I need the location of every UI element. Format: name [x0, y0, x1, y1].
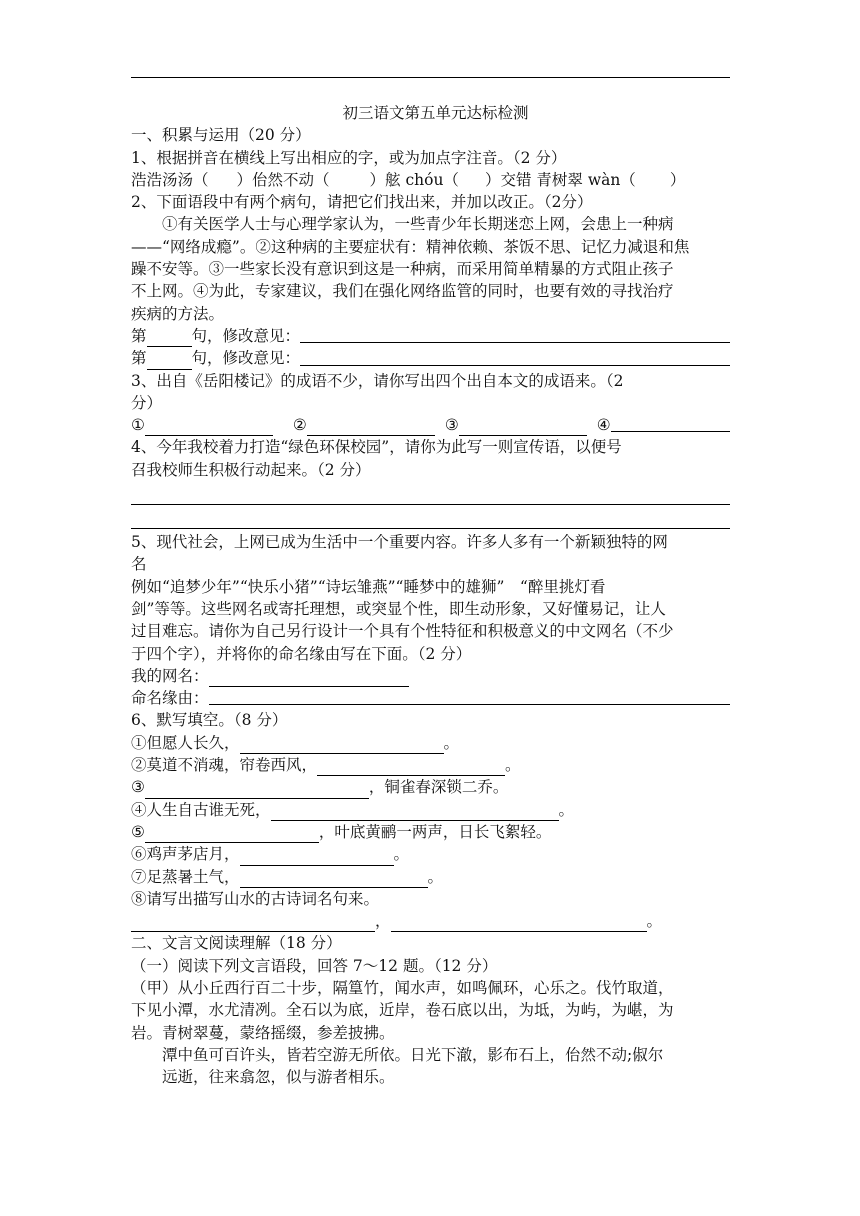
punctuation: 。: [393, 845, 410, 864]
recite-line-3: [131, 776, 730, 798]
q3-mark: ③: [444, 416, 459, 435]
q2-passage-line: 躁不安等。③一些家长没有意识到这是一种病，而采用简单精暴的方式阻止孩子: [131, 260, 674, 279]
part-1-heading: （一）阅读下列文言语段，回答 7～12 题。（12 分）: [131, 956, 498, 975]
recite-line-1: [131, 732, 730, 754]
q2-answer-row-1: [131, 325, 730, 347]
sentence-number-blank[interactable]: [147, 331, 192, 347]
recite-prompt: ⑦足蒸暑土气，: [131, 867, 240, 886]
idiom-blank[interactable]: [611, 431, 730, 432]
question-4-stem: 4、今年我校着力打造“绿色环保校园”，请你为此写一则宣传语，以便号: [131, 438, 622, 457]
q2-answer-mid: 句，修改意见：: [191, 326, 301, 345]
punctuation: 。: [558, 800, 575, 819]
q2-passage-line: 疾病的方法。: [131, 304, 225, 323]
q2-answer-prefix: 第: [131, 326, 147, 345]
question-1-stem: 1、根据拼音在横线上写出相应的字，或为加点字注音。（2 分）: [131, 148, 567, 167]
reason-row: [131, 687, 730, 709]
recite-prompt: ②莫道不消魂，帘卷西风，: [131, 756, 318, 775]
net-name-blank[interactable]: [209, 671, 409, 687]
classical-text-line: 潭中鱼可百许头，皆若空游无所依。日光下澈，影布石上，佁然不动;俶尔: [162, 1045, 664, 1064]
question-3-stem: 3、出自《岳阳楼记》的成语不少，请你写出四个出自本文的成语来。（2: [131, 371, 624, 390]
header-rule: [131, 77, 730, 78]
recite-prompt: ，叶底黄鹂一两声，日长飞絮轻。: [318, 822, 552, 841]
recite-line-7: [131, 866, 730, 888]
classical-text-line: （甲）从小丘西行百二十步，隔篁竹，闻水声，如鸣佩环，心乐之。伐竹取道，: [131, 978, 674, 997]
punctuation: ，: [375, 912, 391, 931]
classical-text-line: 远逝，往来翕忽，似与游者相乐。: [162, 1068, 395, 1087]
q1-item: 青树翠 wàn（: [536, 170, 636, 189]
punctuation: 。: [505, 756, 521, 775]
q1-item: 浩浩汤汤（: [131, 170, 209, 189]
recite-mark: ⑤: [131, 822, 145, 841]
punctuation: 。: [443, 733, 460, 752]
net-name-label: 我的网名：: [131, 666, 209, 685]
idiom-blank[interactable]: [307, 420, 435, 436]
recite-blank[interactable]: [240, 872, 428, 888]
slogan-answer-line[interactable]: [131, 505, 730, 529]
recite-blank[interactable]: [317, 760, 505, 776]
revision-blank[interactable]: [300, 365, 730, 366]
recite-line-8: ⑧请写出描写山水的古诗词名句来。: [131, 889, 380, 908]
punctuation: 。: [646, 912, 663, 931]
recite-line-5: [131, 821, 730, 843]
question-5-line: 于四个字），并将你的命名缘由写在下面。（2 分）: [131, 644, 472, 663]
question-4-stem-cont: 召我校师生积极行动起来。（2 分）: [131, 460, 371, 479]
recite-prompt: ⑥鸡声茅店月，: [131, 845, 240, 864]
recite-line-4: [131, 799, 730, 821]
q2-answer-mid: 句，修改意见：: [191, 349, 301, 368]
net-name-row: [131, 665, 730, 687]
recite-prompt: ，铜雀春深锁二乔。: [368, 778, 509, 797]
q2-answer-prefix: 第: [131, 349, 147, 368]
recite-blank[interactable]: [145, 827, 319, 843]
exam-content: [131, 102, 730, 1088]
q2-passage-line: 不上网。④为此，专家建议，我们在强化网络监管的同时，也要有效的寻找治疗: [131, 282, 674, 301]
punctuation: 。: [427, 867, 444, 886]
idiom-blank[interactable]: [459, 420, 587, 436]
sentence-number-blank[interactable]: [147, 354, 192, 370]
idiom-blank[interactable]: [145, 420, 273, 436]
recite-line-2: [131, 754, 730, 776]
q2-passage-line: ——“网络成瘾”。②这种病的主要症状有：精神依赖、茶饭不思、记忆力减退和焦: [131, 237, 690, 256]
recite-blank[interactable]: [131, 916, 375, 932]
recite-blank[interactable]: [240, 850, 394, 866]
recite-blank[interactable]: [145, 783, 369, 799]
q1-item: ）交错: [484, 170, 532, 189]
recite-prompt: ④人生自古谁无死，: [131, 800, 271, 819]
revision-blank[interactable]: [300, 342, 730, 343]
question-2-stem: 2、下面语段中有两个病句，请把它们找出来，并加以改正。（2分）: [131, 193, 593, 212]
question-1-items: [131, 169, 730, 191]
q3-answer-row: [131, 414, 730, 436]
slogan-answer-line[interactable]: [131, 481, 730, 505]
recite-blank[interactable]: [240, 738, 444, 754]
question-5-line: 名: [131, 555, 147, 574]
q1-item: ）舷 chóu（: [369, 170, 459, 189]
recite-mark: ③: [131, 778, 145, 797]
page-title: 初三语文第五单元达标检测: [342, 104, 529, 122]
section-heading-1: 一、积累与运用（20 分）: [131, 126, 311, 145]
q1-item: ）: [669, 170, 686, 189]
section-heading-2: 二、文言文阅读理解（18 分）: [131, 934, 342, 953]
recite-blank[interactable]: [391, 916, 647, 932]
classical-text-line: 岩。青树翠蔓，蒙络摇缀，参差披拂。: [131, 1023, 395, 1042]
question-3-stem-cont: 分）: [131, 393, 163, 412]
question-6-stem: 6、默写填空。（8 分）: [131, 711, 288, 730]
q1-item: ）佁然不动（: [236, 170, 330, 189]
question-5-line: 过目难忘。请你为自己另行设计一个具有个性特征和积极意义的中文网名（不少: [131, 622, 674, 641]
reason-label: 命名缘由：: [131, 689, 209, 708]
q3-mark: ④: [596, 416, 611, 435]
q2-passage-line: ①有关医学人士与心理学家认为，一些青少年长期迷恋上网，会患上一种病: [162, 215, 674, 234]
q3-mark: ①: [131, 416, 145, 435]
recite-blank[interactable]: [271, 805, 559, 821]
recite-prompt: ①但愿人长久，: [131, 733, 240, 752]
recite-line-8-answer: [131, 910, 730, 932]
question-5-line: 例如“追梦少年”“快乐小猪”“诗坛雏燕”“睡梦中的雄狮” “醉里挑灯看: [131, 577, 606, 596]
question-5-line: 5、现代社会，上网已成为生活中一个重要内容。许多人多有一个新颖独特的网: [131, 533, 668, 552]
reason-blank[interactable]: [209, 704, 730, 705]
recite-line-6: [131, 843, 730, 865]
question-5-line: 剑”等等。这些网名或寄托理想，或突显个性，即生动形象，又好懂易记，让人: [131, 599, 666, 618]
classical-text-line: 下见小潭，水尤清冽。全石以为底，近岸，卷石底以出，为坻，为屿，为嵁，为: [131, 1001, 674, 1020]
q3-mark: ②: [292, 416, 307, 435]
q2-answer-row-2: [131, 347, 730, 369]
